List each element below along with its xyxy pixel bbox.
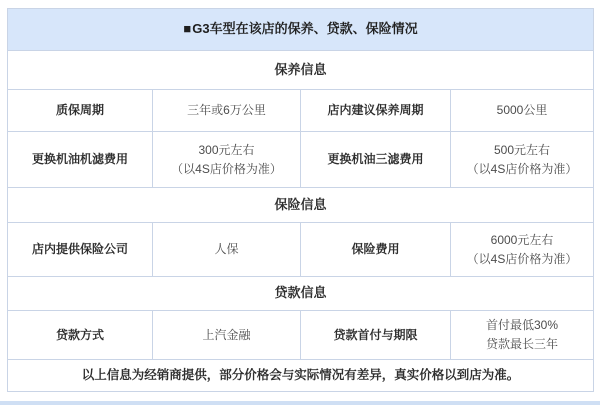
row-value-oil-filter-cost — [153, 132, 301, 188]
value-line: 首付最低30% — [485, 318, 559, 333]
table-row — [8, 90, 594, 132]
value-line: 6000元左右 — [490, 232, 554, 247]
value-line: 300元左右 — [198, 142, 255, 157]
section-row-maintenance — [8, 51, 594, 90]
value-line: （以4S店价格为准） — [466, 161, 578, 176]
section-row-loan — [8, 277, 594, 311]
table-title-row — [8, 9, 594, 51]
row-label-loan-downpayment-term: 贷款首付与期限 — [301, 311, 451, 360]
table-row — [8, 223, 594, 277]
row-label-warranty-period: 质保周期 — [8, 90, 153, 132]
row-label-recommended-interval: 店内建议保养周期 — [301, 90, 451, 132]
section-heading-insurance: 保险信息 — [8, 188, 594, 223]
row-label-loan-method: 贷款方式 — [8, 311, 153, 360]
square-bullet-icon: ■ — [183, 21, 192, 37]
table-title — [8, 9, 594, 51]
row-value-recommended-interval: 5000公里 — [451, 90, 594, 132]
table-row — [8, 132, 594, 188]
table-row — [8, 311, 594, 360]
row-value-loan-method: 上汽金融 — [153, 311, 301, 360]
row-label-three-filter-cost: 更换机油三滤费用 — [301, 132, 451, 188]
row-value-three-filter-cost — [451, 132, 594, 188]
table-title-text: G3车型在该店的保养、贷款、保险情况 — [192, 21, 418, 37]
section-heading-maintenance: 保养信息 — [8, 51, 594, 90]
row-value-insurance-cost — [451, 223, 594, 277]
value-line: 500元左右 — [493, 142, 551, 157]
row-value-insurance-company: 人保 — [153, 223, 301, 277]
section-heading-loan: 贷款信息 — [8, 277, 594, 311]
dealer-info-table — [7, 8, 594, 392]
row-label-oil-filter-cost: 更换机油机滤费用 — [8, 132, 153, 188]
bottom-strip — [0, 401, 600, 405]
value-line: （以4S店价格为准） — [171, 161, 282, 176]
value-line: （以4S店价格为准） — [466, 251, 578, 266]
disclaimer-text: 以上信息为经销商提供，部分价格会与实际情况有差异，真实价格以到店为准。 — [8, 360, 594, 392]
row-label-insurance-cost: 保险费用 — [301, 223, 451, 277]
section-row-insurance — [8, 188, 594, 223]
row-label-insurance-company: 店内提供保险公司 — [8, 223, 153, 277]
row-value-loan-downpayment-term — [451, 311, 594, 360]
table-footer-row — [8, 360, 594, 392]
value-line: 贷款最长三年 — [486, 337, 559, 351]
row-value-warranty-period: 三年或6万公里 — [153, 90, 301, 132]
